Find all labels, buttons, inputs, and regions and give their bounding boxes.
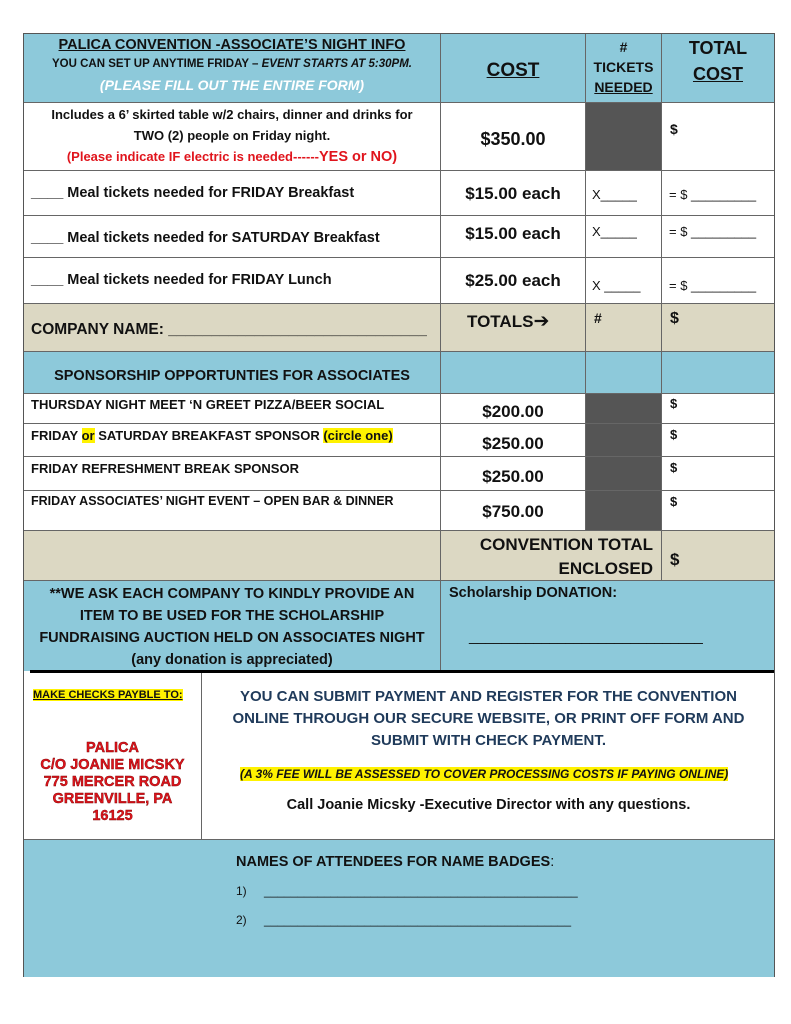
scholarship-donation-field[interactable]: Scholarship DONATION: _____________________________ (440, 581, 774, 671)
meal-price: $25.00 each (440, 258, 585, 304)
form-title: PALICA CONVENTION -ASSOCIATE’S NIGHT INFO (58, 37, 406, 53)
header-row (24, 34, 774, 102)
sponsor-total[interactable]: $ (661, 424, 774, 457)
convention-total-label: CONVENTION TOTAL ENCLOSED (440, 531, 661, 581)
totals-row (24, 303, 774, 352)
arrow-right-icon: ➔ (533, 311, 550, 332)
total-cost-heading: TOTAL COST (661, 34, 774, 102)
sponsor-row (24, 456, 774, 491)
meal-row-friday-breakfast (24, 170, 774, 216)
attendees-heading: NAMES OF ATTENDEES FOR NAME BADGES: (236, 854, 555, 870)
meal-price: $15.00 each (440, 216, 585, 258)
blocked-cell (585, 424, 661, 457)
sponsor-total[interactable]: $ (661, 457, 774, 491)
sponsor-price: $750.00 (440, 491, 585, 531)
blocked-cell (585, 394, 661, 424)
totals-sum[interactable]: $ (661, 304, 774, 352)
attendee-line-2[interactable]: 2) ______________________________________________ (236, 913, 572, 927)
sponsor-heading-tickets (585, 352, 661, 394)
scholarship-row (24, 580, 774, 671)
meal-label: ____ Meal tickets needed for FRIDAY Lunch (31, 272, 332, 288)
totals-label: TOTALS➔ (440, 304, 585, 352)
sponsor-label: FRIDAY or SATURDAY BREAKFAST SPONSOR (circle one) (31, 428, 393, 443)
sponsor-label: FRIDAY ASSOCIATES’ NIGHT EVENT – OPEN BAR & DINNER (31, 494, 394, 508)
table-item-price: $350.00 (440, 103, 585, 171)
meal-qty[interactable]: X _____ (585, 258, 661, 304)
sponsor-label: FRIDAY REFRESHMENT BREAK SPONSOR (31, 461, 299, 476)
sponsor-total[interactable]: $ (661, 394, 774, 424)
meal-row-friday-lunch (24, 257, 774, 304)
check-address-panel: MAKE CHECKS PAYBLE TO: PALICA C/O JOANIE MICSKY 775 MERCER ROAD GREENVILLE, PA 16125 (24, 673, 201, 839)
sponsor-heading-total (661, 352, 774, 394)
payment-row (24, 673, 774, 839)
registration-form (23, 33, 775, 977)
sponsor-row (24, 393, 774, 424)
meal-total[interactable]: = $ _________ (661, 258, 774, 304)
sponsor-row (24, 490, 774, 531)
online-payment-panel (201, 673, 774, 839)
table-item-description: Includes a 6’ skirted table w/2 chairs, dinner and drinks for TWO (2) people on Friday night. (Please indicate IF electric is needed------YES or NO) (24, 103, 440, 171)
fee-note: (A 3% FEE WILL BE ASSESSED TO COVER PROCESSING COSTS IF PAYING ONLINE) (240, 767, 729, 781)
sponsor-heading-cost (440, 352, 585, 394)
convention-total-row (24, 530, 774, 581)
sponsor-price: $200.00 (440, 394, 585, 424)
sponsor-price: $250.00 (440, 457, 585, 491)
online-payment-text: YOU CAN SUBMIT PAYMENT AND REGISTER FOR THE CONVENTION ONLINE THROUGH OUR SECURE WEBSITE, OR PRINT OFF FORM AND SUBMIT WITH CHECK PAYMENT. (232, 688, 745, 749)
blocked-cell (585, 457, 661, 491)
sponsor-total[interactable]: $ (661, 491, 774, 531)
table-item-row (24, 102, 774, 171)
blocked-cell (585, 103, 661, 171)
sponsor-row (24, 423, 774, 457)
totals-count[interactable]: # (585, 304, 661, 352)
sponsorship-heading-row (24, 351, 774, 394)
table-item-total[interactable]: $ (661, 103, 774, 171)
company-name-field[interactable]: COMPANY NAME: ______________________________ (31, 321, 427, 338)
sponsor-price: $250.00 (440, 424, 585, 457)
meal-total[interactable]: = $ _________ (661, 216, 774, 258)
meal-total[interactable]: = $ _________ (661, 171, 774, 216)
meal-price: $15.00 each (440, 171, 585, 216)
sponsor-label: THURSDAY NIGHT MEET ‘N GREET PIZZA/BEER SOCIAL (31, 397, 385, 412)
auction-request: **WE ASK EACH COMPANY TO KINDLY PROVIDE AN ITEM TO BE USED FOR THE SCHOLARSHIP FUNDRAISING AUCTION HELD ON ASSOCIATES NIGHT (any donation is appreciated) (39, 586, 425, 668)
cost-heading: COST (440, 34, 585, 102)
header-info (24, 34, 440, 102)
tickets-heading: # TICKETS NEEDED (585, 34, 661, 102)
convention-total-spacer (24, 531, 440, 581)
contact-note: Call Joanie Micsky -Executive Director with any questions. (286, 797, 691, 813)
sponsorship-heading: SPONSORSHIP OPPORTUNTIES FOR ASSOCIATES (54, 368, 410, 384)
attendees-section (24, 839, 774, 977)
electric-note: (Please indicate IF electric is needed------YES or NO) (66, 149, 398, 165)
fill-notice: (PLEASE FILL OUT THE ENTIRE FORM) (99, 77, 365, 93)
attendee-line-1[interactable]: 1) _______________________________________________ (236, 884, 578, 898)
mailing-address: PALICA C/O JOANIE MICSKY 775 MERCER ROAD GREENVILLE, PA 16125 (40, 740, 185, 824)
blocked-cell (585, 491, 661, 531)
meal-label: ____ Meal tickets needed for FRIDAY Breakfast (31, 185, 355, 201)
meal-qty[interactable]: X_____ (585, 216, 661, 258)
meal-row-saturday-breakfast (24, 215, 774, 258)
meal-label: ____ Meal tickets needed for SATURDAY Breakfast (31, 230, 380, 246)
setup-line: YOU CAN SET UP ANYTIME FRIDAY – EVENT STARTS AT 5:30PM. (52, 58, 412, 70)
meal-qty[interactable]: X_____ (585, 171, 661, 216)
convention-total-sum[interactable]: $ (661, 531, 774, 581)
